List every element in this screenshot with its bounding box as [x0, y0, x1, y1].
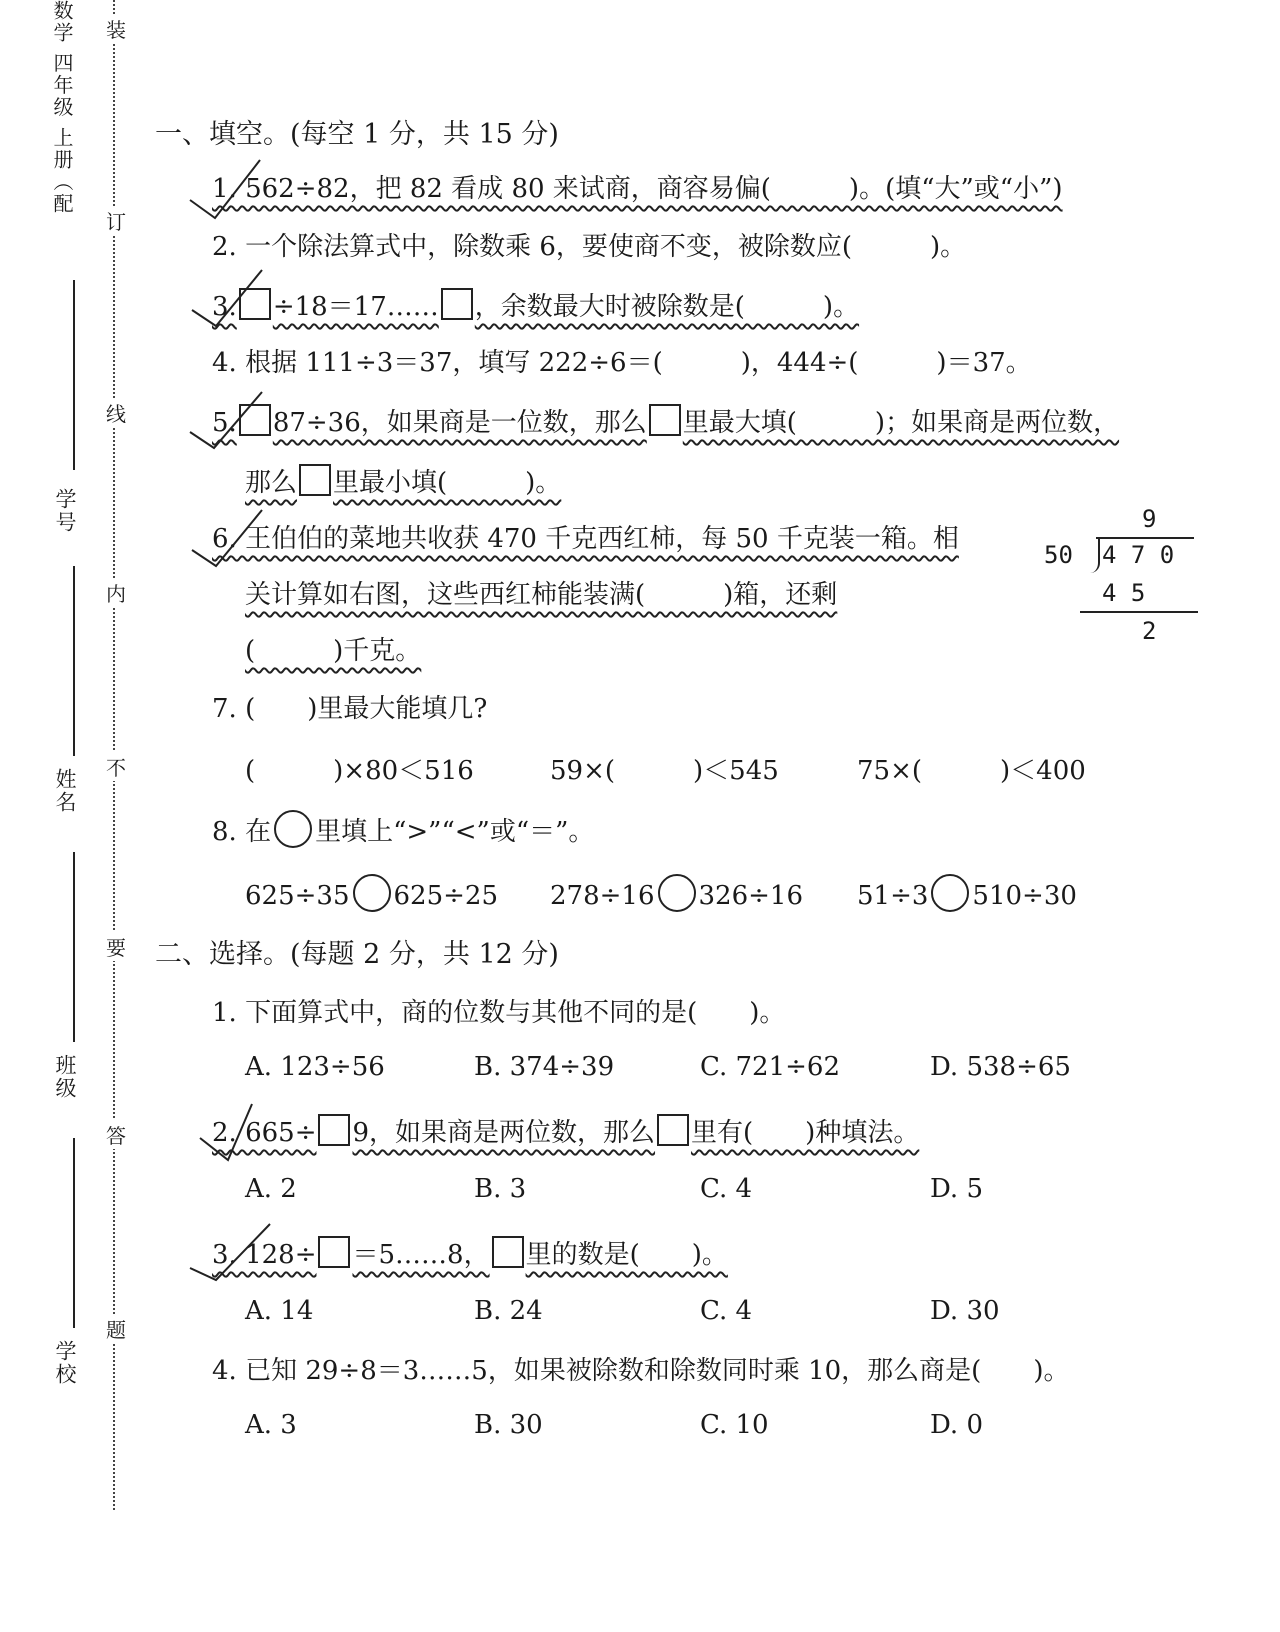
section2-title: 二、选择。(每题 2 分，共 12 分) [155, 939, 559, 970]
blank-box[interactable] [492, 1236, 524, 1268]
binding-char: 线 [104, 398, 128, 427]
question-text: ÷18＝17…… [272, 292, 439, 322]
option-c[interactable]: C. 721÷62 [700, 1052, 840, 1082]
q7-item: 75×( )＜400 [857, 756, 1086, 786]
question-text: 9，如果商是两位数，那么 [352, 1118, 656, 1148]
q7-item: ( )×80＜516 [245, 756, 474, 786]
question-1-6-line3: ( )千克。 [245, 636, 422, 666]
field-line-xuehao [73, 280, 75, 470]
division-dividend: 4 7 0 [1102, 541, 1175, 569]
option-d[interactable]: D. 538÷65 [930, 1052, 1071, 1082]
question-1-1: 1. 562÷82，把 82 看成 80 来试商，商容易偏( )。(填“大”或“小”) [212, 174, 1063, 204]
expr-left: 625÷35 [245, 881, 350, 911]
question-1-6-line2: 关计算如右图，这些西红柿能装满( )箱，还剩 [245, 580, 838, 610]
question-2-1: 1. 下面算式中，商的位数与其他不同的是( )。 [212, 998, 786, 1028]
compare-circle[interactable] [658, 874, 696, 912]
binding-char: 题 [104, 1314, 128, 1343]
question-1-3 [212, 288, 859, 324]
question-1-5 [212, 404, 1119, 440]
question-2-4: 4. 已知 29÷8＝3……5，如果被除数和除数同时乘 10，那么商是( )。 [212, 1356, 1070, 1386]
division-subtract-line [1080, 611, 1198, 613]
option-d[interactable]: D. 30 [930, 1296, 1000, 1326]
expr-left: 51÷3 [857, 881, 929, 911]
option-c[interactable]: C. 10 [700, 1410, 769, 1440]
question-number: 5. [212, 408, 237, 438]
q8-item [550, 874, 803, 912]
option-a[interactable]: A. 14 [245, 1296, 314, 1326]
division-bar [1096, 537, 1194, 539]
option-c[interactable]: C. 4 [700, 1174, 753, 1204]
question-text: 那么 [245, 468, 298, 498]
question-1-5-cont [245, 464, 561, 500]
question-text: 里填上“>”“<”或“＝”。 [315, 817, 595, 847]
question-text: 8. 在 [212, 817, 272, 847]
long-division-figure [1044, 505, 1250, 655]
question-text: 里最小填( )。 [333, 468, 562, 498]
binding-sidebar [0, 0, 140, 1632]
question-text: 里最大填( )；如果商是两位数， [682, 408, 1120, 438]
blank-box[interactable] [239, 404, 271, 436]
binding-char: 装 [104, 14, 128, 43]
expr-right: 510÷30 [972, 881, 1077, 911]
question-2-2 [212, 1114, 919, 1150]
compare-circle[interactable] [931, 874, 969, 912]
division-product: 4 5 [1102, 579, 1146, 607]
option-a[interactable]: A. 123÷56 [245, 1052, 385, 1082]
question-1-7: 7. ( )里最大能填几? [212, 694, 488, 724]
question-text: 2. 665÷ [212, 1118, 317, 1148]
division-remainder: 2 [1142, 617, 1157, 645]
division-divisor: 50 [1044, 541, 1073, 569]
option-a[interactable]: A. 3 [245, 1410, 297, 1440]
expr-left: 278÷16 [550, 881, 655, 911]
field-label-banji: 班级 [53, 1054, 77, 1100]
blank-box[interactable] [441, 288, 473, 320]
question-2-3 [212, 1236, 728, 1272]
question-1-2: 2. 一个除法算式中，除数乘 6，要使商不变，被除数应( )。 [212, 232, 967, 262]
blank-box[interactable] [318, 1236, 350, 1268]
division-quotient: 9 [1142, 505, 1157, 533]
blank-box[interactable] [318, 1114, 350, 1146]
option-c[interactable]: C. 4 [700, 1296, 753, 1326]
blank-box[interactable] [239, 288, 271, 320]
binding-char: 答 [104, 1120, 128, 1149]
question-1-8 [212, 810, 594, 849]
blank-box[interactable] [657, 1114, 689, 1146]
question-1-6: 6. 王伯伯的菜地共收获 470 千克西红柿，每 50 千克装一箱。相 [212, 524, 959, 554]
section1-title: 一、填空。(每空 1 分，共 15 分) [155, 119, 559, 150]
binding-char: 内 [104, 578, 128, 607]
question-text: 里有( )种填法。 [691, 1118, 920, 1148]
q8-item [245, 874, 498, 912]
expr-right: 625÷25 [393, 881, 498, 911]
field-line-banji [73, 852, 75, 1042]
option-a[interactable]: A. 2 [245, 1174, 297, 1204]
question-text: 3. 128÷ [212, 1240, 317, 1270]
option-d[interactable]: D. 5 [930, 1174, 983, 1204]
option-d[interactable]: D. 0 [930, 1410, 983, 1440]
field-line-xuexiao [73, 1138, 75, 1328]
book-info: 数学 四年级 上册（配 [50, 0, 74, 215]
q7-item: 59×( )＜545 [550, 756, 779, 786]
binding-char: 不 [104, 752, 128, 781]
field-label-xingming: 姓名 [53, 768, 77, 814]
q8-item [857, 874, 1077, 912]
field-label-xuehao: 学号 [53, 488, 77, 534]
division-bracket [1088, 539, 1100, 573]
field-line-xingming [73, 566, 75, 756]
option-b[interactable]: B. 3 [474, 1174, 527, 1204]
blank-box[interactable] [649, 404, 681, 436]
compare-circle[interactable] [353, 874, 391, 912]
question-text: ＝5……8， [352, 1240, 490, 1270]
option-b[interactable]: B. 24 [474, 1296, 543, 1326]
question-text: 里的数是( )。 [525, 1240, 728, 1270]
compare-circle [274, 810, 312, 848]
option-b[interactable]: B. 30 [474, 1410, 543, 1440]
binding-char: 要 [104, 932, 128, 961]
question-text: 87÷36，如果商是一位数，那么 [272, 408, 647, 438]
question-text: ，余数最大时被除数是( )。 [474, 292, 860, 322]
expr-right: 326÷16 [698, 881, 803, 911]
question-1-4: 4. 根据 111÷3＝37，填写 222÷6＝( )，444÷( )＝37。 [212, 348, 1032, 378]
blank-box[interactable] [299, 464, 331, 496]
question-number: 3. [212, 292, 237, 322]
binding-char: 订 [104, 206, 128, 235]
option-b[interactable]: B. 374÷39 [474, 1052, 615, 1082]
field-label-xuexiao: 学校 [53, 1340, 77, 1386]
